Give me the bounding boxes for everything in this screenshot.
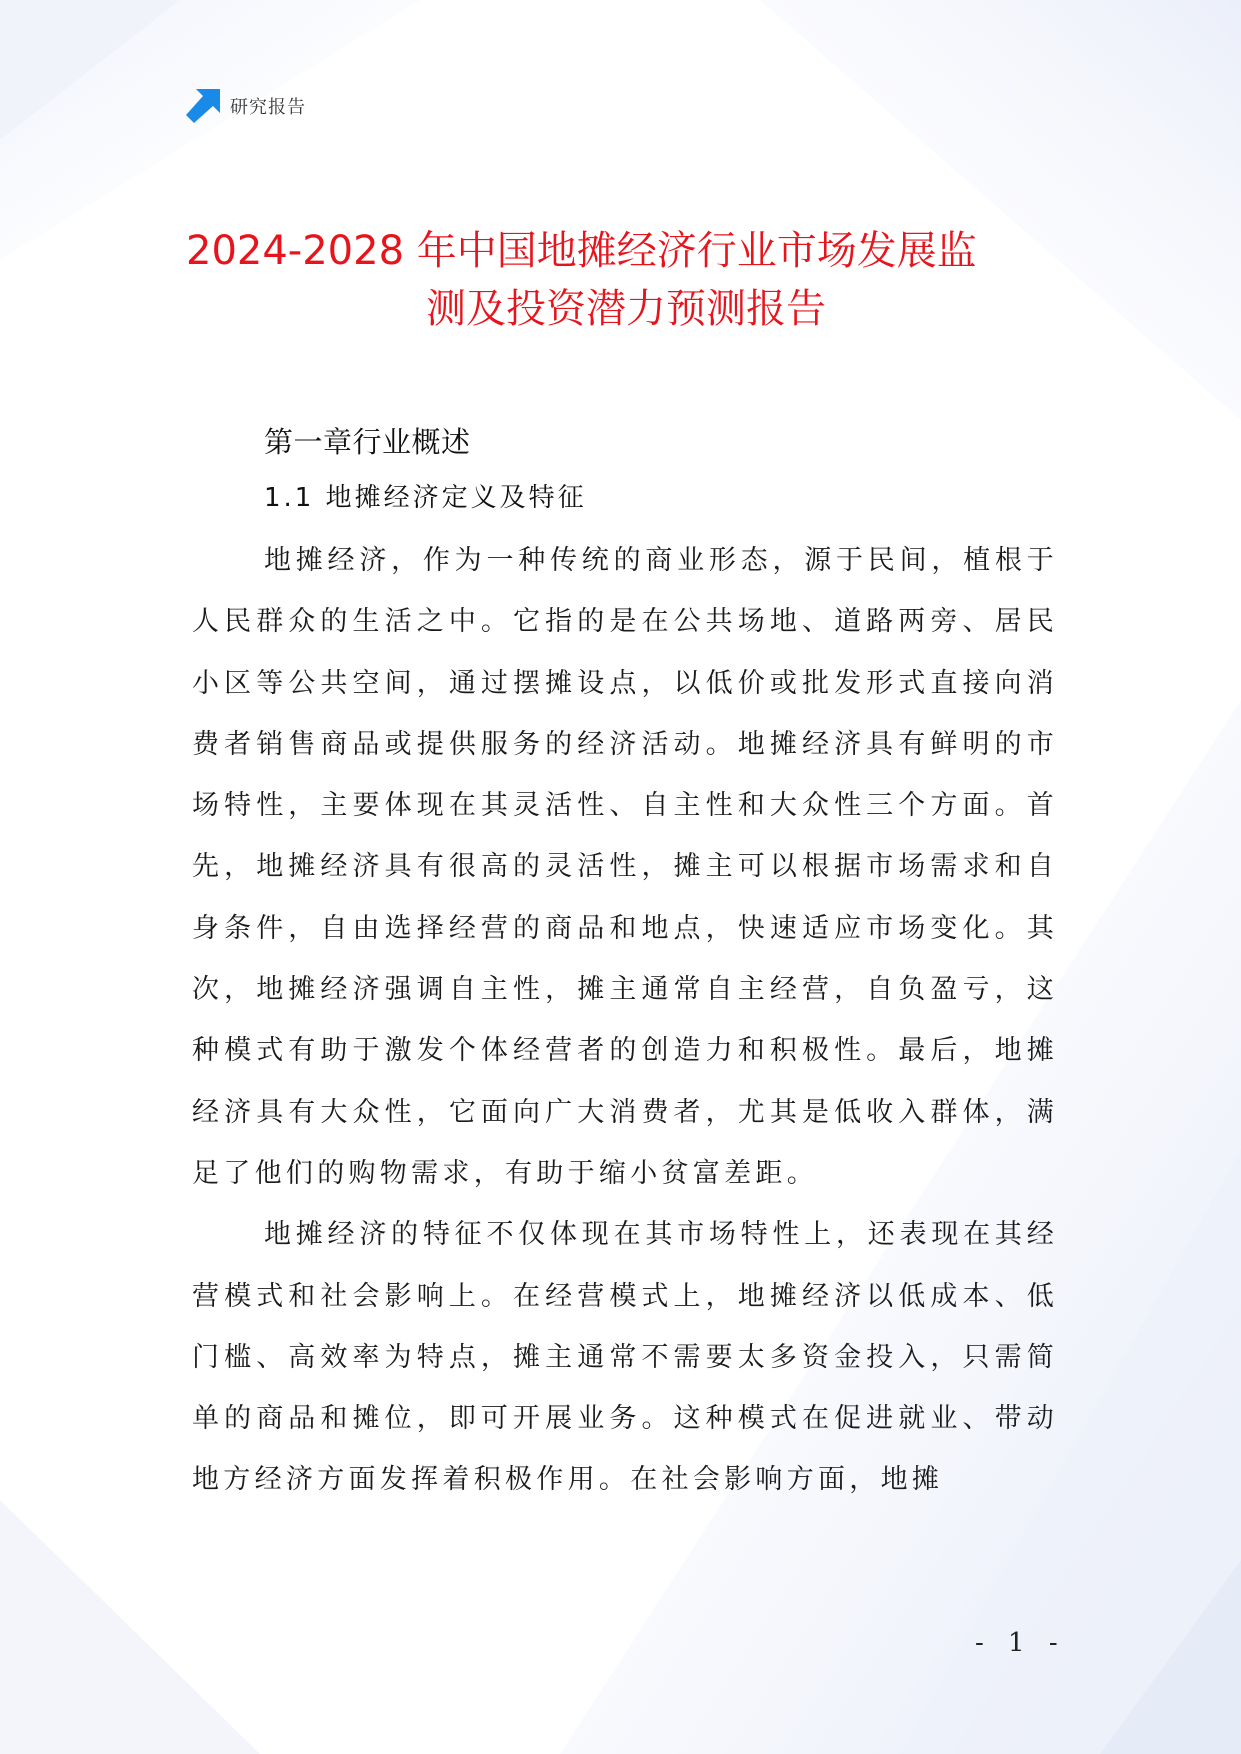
paragraph: 地摊经济的特征不仅体现在其市场特性上，还表现在其经营模式和社会影响上。在经营模式上，地摊经济以低成本、低门槛、高效率为特点，摊主通常不需要太多资金投入，只需简单的商品和摊位，即可开展业务。这种模式在促进就业、带动地方经济方面发挥着积极作用。在社会影响方面，地摊: [192, 1219, 1058, 1496]
title-line-2: 测及投资潜力预测报告: [426, 286, 826, 332]
header-label: 研究报告: [230, 97, 306, 118]
arrow-up-right-icon: [186, 89, 220, 123]
title-line-1: 2024-2028 年中国地摊经济行业市场发展监: [186, 228, 977, 274]
report-header: [186, 86, 306, 126]
paragraph: 地摊经济，作为一种传统的商业形态，源于民间，植根于人民群众的生活之中。它指的是在公共场地、道路两旁、居民小区等公共空间，通过摆摊设点，以低价或批发形式直接向消费者销售商品或提供服务的经济活动。地摊经济具有鲜明的市场特性，主要体现在其灵活性、自主性和大众性三个方面。首先，地摊经济具有很高的灵活性，摊主可以根据市场需求和自身条件，自由选择经营的商品和地点，快速适应市场变化。其次，地摊经济强调自主性，摊主通常自主经营，自负盈亏，这种模式有助于激发个体经营者的创造力和积极性。最后，地摊经济具有大众性，它面向广大消费者，尤其是低收入群体，满足了他们的购物需求，有助于缩小贫富差距。: [192, 545, 1058, 1189]
document-title: [186, 222, 1066, 338]
page-number: - 1 -: [975, 1628, 1066, 1658]
section-heading: 1.1 地摊经济定义及特征: [264, 483, 587, 513]
document-body: [192, 420, 1058, 1511]
chapter-heading: 第一章行业概述: [264, 425, 471, 459]
